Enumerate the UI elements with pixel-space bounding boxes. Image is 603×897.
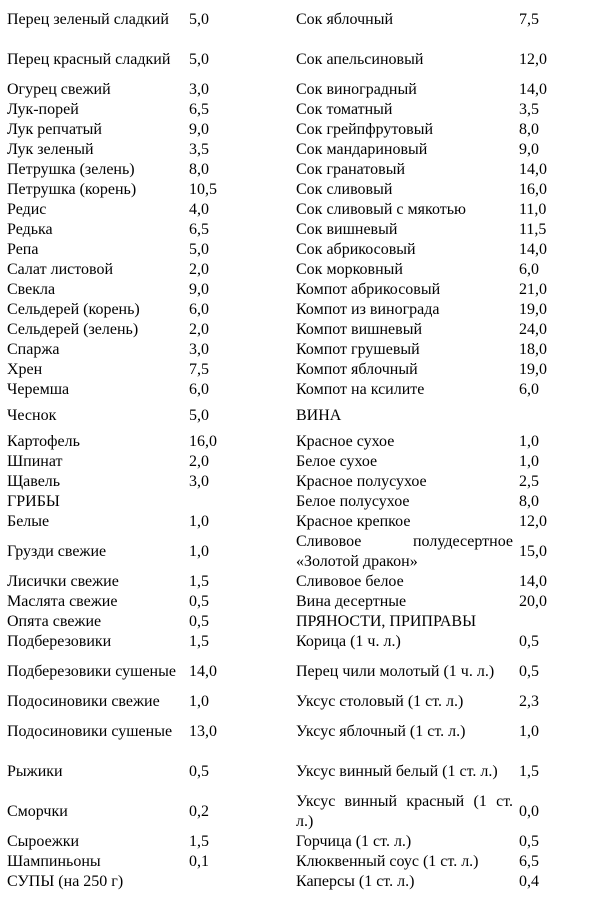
right-item-name: Сок сливовый [296,181,393,198]
left-item-name: Подберезовики сушеные [7,663,176,680]
left-item-value: 3,5 [189,141,209,158]
table-row [0,320,603,340]
right-item-value: 6,5 [519,853,539,870]
right-item-value [513,400,603,432]
left-item-value [183,492,290,512]
table-row [0,592,603,612]
right-item-value: 2,3 [519,693,539,710]
right-item-value: 12,0 [519,51,547,68]
right-item-value: 11,5 [519,221,547,238]
left-item-name: Лук репчатый [7,121,102,138]
left-item-name: Лисички свежие [7,573,119,590]
right-item-value: 6,0 [519,261,539,278]
table-row [0,380,603,400]
right-item-name: Сок апельсиновый [296,51,424,68]
table-row [0,40,603,80]
table-row [0,452,603,472]
left-item-value: 16,0 [189,433,217,450]
left-item-name: Петрушка (зелень) [7,161,135,178]
left-item-name: Подберезовики [7,633,112,650]
right-item-name: Сливовое белое [296,573,404,590]
left-item-value: 2,0 [189,321,209,338]
left-item-name: Сельдерей (зелень) [7,321,139,338]
table-row [0,432,603,452]
right-item-name: Сок морковный [296,261,403,278]
left-item-value: 6,5 [189,221,209,238]
table-row [0,612,603,632]
table-row [0,752,603,792]
left-item-value: 3,0 [189,81,209,98]
left-item-name: Маслята свежие [7,593,118,610]
left-item-name: Чеснок [7,407,57,424]
left-item-value: 6,0 [189,301,209,318]
left-item-value [183,872,290,892]
left-item-value: 0,2 [189,803,209,820]
right-item-name: Компот яблочный [296,361,418,378]
table-row [0,572,603,592]
left-item-name: Салат листовой [7,261,114,278]
left-item-value: 1,0 [189,693,209,710]
left-item-value: 5,0 [189,241,209,258]
right-item-value: 14,0 [519,81,547,98]
left-item-name: Перец зеленый сладкий [7,11,169,28]
table-row [0,472,603,492]
left-item-name: Черемша [7,381,70,398]
left-item-value: 9,0 [189,121,209,138]
right-item-name: Белое сухое [296,453,378,470]
right-item-name: Сок мандариновый [296,141,428,158]
table-row [0,712,603,752]
left-item-name: СУПЫ (на 250 г) [7,873,124,890]
left-item-value: 8,0 [189,161,209,178]
right-item-value: 0,4 [519,873,539,890]
right-item-value: 3,5 [519,101,539,118]
right-item-name: ПРЯНОСТИ, ПРИПРАВЫ [296,613,477,630]
left-item-name: Подосиновики свежие [7,693,160,710]
table-row [0,532,603,572]
right-item-name: Сок гранатовый [296,161,406,178]
table-row [0,300,603,320]
left-item-value: 14,0 [189,663,217,680]
right-item-name: ВИНА [296,407,342,424]
right-item-name: Сок томатный [296,101,393,118]
right-item-value: 0,0 [519,803,539,820]
left-item-name: Шпинат [7,453,63,470]
left-item-value: 3,0 [189,473,209,490]
right-item-name: Красное сухое [296,433,395,450]
right-item-value: 11,0 [519,201,547,218]
left-item-value: 0,5 [189,763,209,780]
right-item-name: Компот абрикосовый [296,281,441,298]
table-row [0,872,603,892]
right-item-name: Компот грушевый [296,341,420,358]
right-item-name: Красное полусухое [296,473,427,490]
table-row [0,240,603,260]
right-item-name: Горчица (1 ст. л.) [296,833,412,850]
table-row [0,160,603,180]
right-item-value: 1,0 [519,723,539,740]
right-item-name: Уксус столовый (1 ст. л.) [296,693,464,710]
table-row [0,512,603,532]
right-item-name: Перец чили молотый (1 ч. л.) [296,663,495,680]
left-item-value: 2,0 [189,453,209,470]
table-row [0,260,603,280]
left-item-name: Перец красный сладкий [7,51,171,68]
right-item-value: 16,0 [519,181,547,198]
left-item-name: Белые [7,513,50,530]
left-item-name: Сморчки [7,803,68,820]
right-item-value: 18,0 [519,341,547,358]
table-row [0,220,603,240]
right-item-value: 24,0 [519,321,547,338]
right-item-value: 0,5 [519,633,539,650]
right-item-value: 14,0 [519,241,547,258]
left-item-value: 2,0 [189,261,209,278]
left-item-value: 1,5 [189,633,209,650]
left-item-name: Щавель [7,473,61,490]
table-row [0,0,603,40]
left-item-value: 1,5 [189,573,209,590]
table-row [0,792,603,832]
table-row [0,492,603,512]
table-row [0,832,603,852]
table-row [0,400,603,432]
right-item-value: 1,0 [519,433,539,450]
right-item-value: 19,0 [519,301,547,318]
table-row [0,180,603,200]
left-item-value: 6,5 [189,101,209,118]
left-item-value: 5,0 [189,51,209,68]
left-item-value: 5,0 [189,11,209,28]
left-item-name: Петрушка (корень) [7,181,137,198]
right-item-value: 8,0 [519,493,539,510]
right-item-name: Белое полусухое [296,493,410,510]
left-item-value: 10,5 [189,181,217,198]
right-item-value [513,612,603,632]
left-item-name: Редис [7,201,47,218]
right-item-value: 0,5 [519,663,539,680]
left-item-value: 3,0 [189,341,209,358]
left-item-value: 1,0 [189,513,209,530]
right-item-value: 12,0 [519,513,547,530]
right-item-value: 2,5 [519,473,539,490]
right-item-name: Сок виноградный [296,81,417,98]
left-item-value: 5,0 [189,407,209,424]
table-row [0,280,603,300]
left-item-name: Редька [7,221,53,238]
right-item-name: Сок абрикосовый [296,241,416,258]
left-item-value: 13,0 [189,723,217,740]
right-item-value: 1,0 [519,453,539,470]
right-item-value: 6,0 [519,381,539,398]
table-row [0,100,603,120]
table-row [0,632,603,652]
table-row [0,200,603,220]
right-item-name: Сок вишневый [296,221,398,238]
right-item-value: 19,0 [519,361,547,378]
right-item-name: Сок сливовый с мякотью [296,201,466,218]
table-row [0,652,603,692]
right-item-name: Вина десертные [296,593,407,610]
left-item-value: 0,5 [189,593,209,610]
left-item-value: 9,0 [189,281,209,298]
left-item-value: 1,5 [189,833,209,850]
right-item-name: Сок яблочный [296,11,394,28]
right-item-name: Компот вишневый [296,321,423,338]
left-item-name: Сыроежки [7,833,80,850]
table-row [0,692,603,712]
left-item-name: Хрен [7,361,43,378]
left-item-name: Свекла [7,281,56,298]
left-item-value: 0,5 [189,613,209,630]
right-item-value: 14,0 [519,573,547,590]
left-item-name: Картофель [7,433,80,450]
right-item-name: Каперсы (1 ст. л.) [296,873,415,890]
right-item-name: Сок грейпфрутовый [296,121,434,138]
left-item-name: Лук-порей [7,101,79,118]
left-item-name: Подосиновики сушеные [7,723,173,740]
right-item-value: 1,5 [519,763,539,780]
left-item-name: Спаржа [7,341,60,358]
right-item-name: Компот из винограда [296,301,440,318]
right-item-name: Сливовое полудесертное «Золотой дракон» [296,533,513,570]
left-item-name: Огурец свежий [7,81,111,98]
left-item-value: 1,0 [189,543,209,560]
left-item-name: Шампиньоны [7,853,101,870]
right-item-name: Клюквенный соус (1 ст. л.) [296,853,479,870]
right-item-value: 9,0 [519,141,539,158]
left-item-name: Сельдерей (корень) [7,301,140,318]
right-item-name: Красное крепкое [296,513,411,530]
right-item-value: 21,0 [519,281,547,298]
left-item-name: ГРИБЫ [7,493,60,510]
table-row [0,852,603,872]
right-item-name: Уксус винный красный (1 ст. л.) [296,793,513,830]
table-row [0,340,603,360]
right-item-value: 7,5 [519,11,539,28]
right-item-name: Корица (1 ч. л.) [296,633,401,650]
left-item-name: Грузди свежие [7,543,107,560]
right-item-value: 0,5 [519,833,539,850]
left-item-name: Лук зеленый [7,141,94,158]
left-item-value: 4,0 [189,201,209,218]
left-item-name: Рыжики [7,763,63,780]
right-item-value: 20,0 [519,593,547,610]
table-row [0,140,603,160]
table-row [0,120,603,140]
right-item-name: Уксус винный белый (1 ст. л.) [296,763,498,780]
left-item-value: 6,0 [189,381,209,398]
right-item-value: 15,0 [519,543,547,560]
left-item-value: 0,1 [189,853,209,870]
table-row [0,360,603,380]
right-item-value: 14,0 [519,161,547,178]
left-item-name: Репа [7,241,39,258]
table-row [0,80,603,100]
right-item-name: Компот на ксилите [296,381,425,398]
left-item-name: Опята свежие [7,613,102,630]
left-item-value: 7,5 [189,361,209,378]
right-item-name: Уксус яблочный (1 ст. л.) [296,723,466,740]
right-item-value: 8,0 [519,121,539,138]
